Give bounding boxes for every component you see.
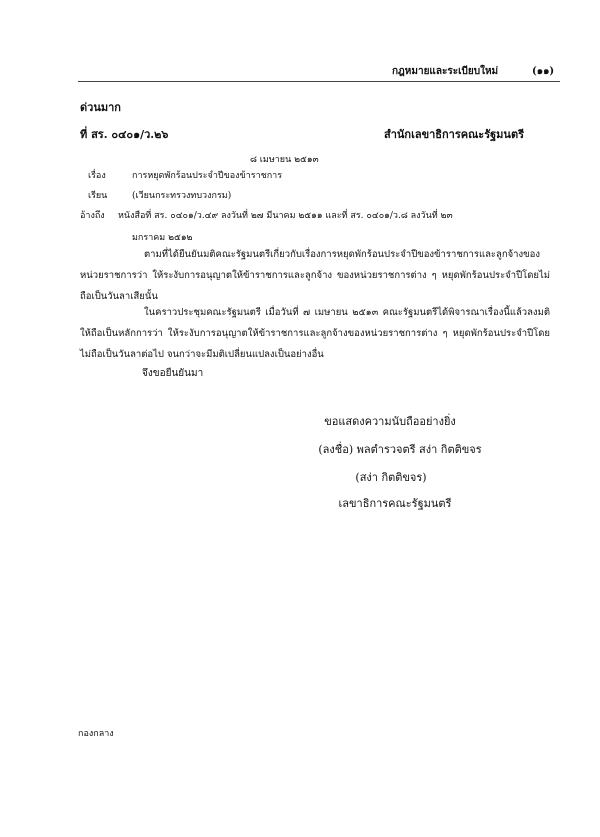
urgency-label: ด่วนมาก: [80, 101, 121, 114]
reference-number: ที่ สร. ๐๔๐๑/ว.๒๖: [80, 128, 169, 141]
page-number: (๑๑): [532, 66, 555, 77]
signatory-title: เลขาธิการคณะรัฐมนตรี: [338, 497, 452, 510]
salutation: ขอแสดงความนับถืออย่างยิ่ง: [324, 415, 456, 428]
header-rule: [78, 81, 560, 82]
body-paragraph-1: ตามที่ได้ยืนยันมติคณะรัฐมนตรีเกี่ยวกับเรื่องการหยุดพักร้อนประจำปีของข้าราชการและลูกจ้างของหน่วยราชการว่า ให้ระงับการอนุญาตให้ข้าราชการและลูกจ้าง ของหน่วยราชการต่าง ๆ หยุดพักร้อนประจำปีโดยไม่ถือเป็นวันลาเสียนั้น: [80, 249, 550, 302]
issuing-office: สำนักเลขาธิการคณะรัฐมนตรี: [384, 128, 524, 141]
reference-line-2: มกราคม ๒๕๑๒: [132, 233, 193, 243]
subject-label: เรื่อง: [88, 171, 106, 181]
signatory-name: (สง่า กิตติขจร): [355, 471, 427, 484]
department-footer: กองกลาง: [78, 729, 114, 739]
signed-line: (ลงชื่อ) พลตำรวจตรี สง่า กิตติขจร: [318, 443, 482, 456]
reference-line-1: หนังสือที่ สร. ๐๔๐๑/ว.๔๙ ลงวันที่ ๒๗ มีนาคม ๒๕๑๑ และที่ สร. ๐๔๐๑/ว.๘ ลงวันที่ ๒๓: [118, 211, 453, 221]
subject-text: การหยุดพักร้อนประจำปีของข้าราชการ: [132, 171, 283, 181]
recipient-label: เรียน: [88, 191, 108, 201]
letter-date: ๘ เมษายน ๒๕๑๓: [250, 155, 319, 165]
body-paragraph-2: ในคราวประชุมคณะรัฐมนตรี เมื่อวันที่ ๗ เมษายน ๒๕๑๓ คณะรัฐมนตรีได้พิจารณาเรื่องนี้แล้วลงมติให้ถือเป็นหลักการว่า ให้ระงับการอนุญาตให้ข้าราชการและลูกจ้างของหน่วยราชการต่าง ๆ หยุดพักร้อนประจำปีโดยไม่ถือเป็นวันลาต่อไป จนกว่าจะมีมติเปลี่ยนแปลงเป็นอย่างอื่น: [80, 307, 550, 360]
closing-line: จึงขอยืนยันมา: [142, 368, 204, 379]
running-title: กฎหมายและระเบียบใหม่: [392, 66, 499, 77]
reference-label: อ้างถึง: [80, 211, 105, 221]
recipient-text: (เวียนกระทรวงทบวงกรม): [132, 191, 232, 201]
